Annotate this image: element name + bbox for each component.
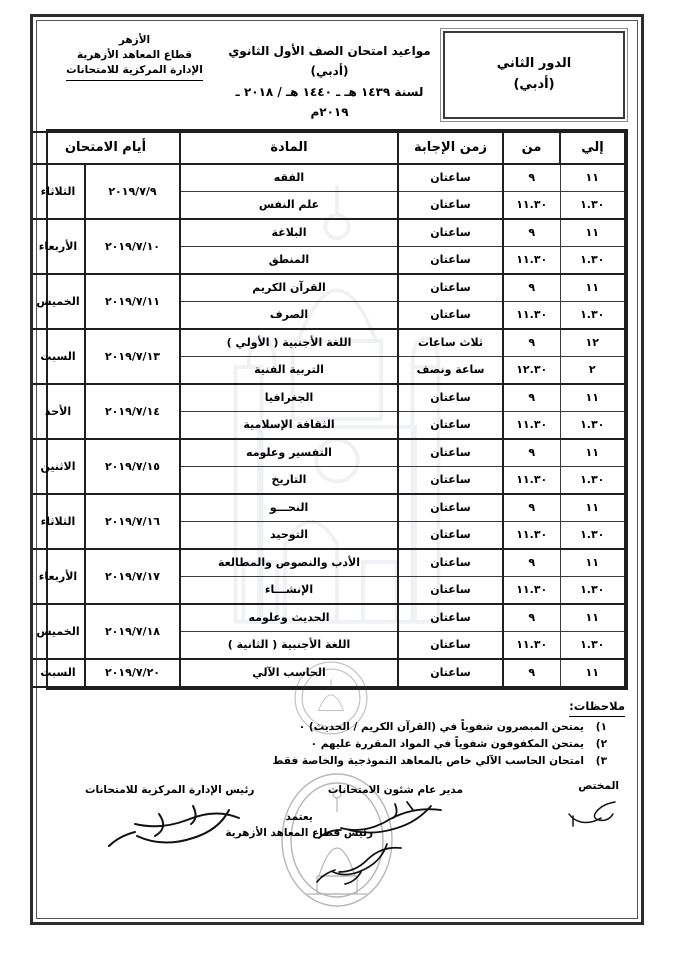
cell-to: ١.٣٠ (560, 301, 625, 329)
note-item (49, 736, 625, 753)
notes-list (49, 719, 625, 771)
cell-from: ٩ (503, 164, 560, 192)
cell-to: ١.٣٠ (560, 246, 625, 274)
document-title-line2: لسنة ١٤٣٩ هـ ـ ١٤٤٠ هـ / ٢٠١٨ ـ ٢٠١٩م (235, 84, 424, 120)
cell-duration: ساعتان (398, 576, 503, 604)
cell-from: ٩ (503, 384, 560, 412)
cell-day: السبت (31, 329, 85, 384)
note-number: ١) (595, 720, 607, 733)
cell-duration: ساعتان (398, 549, 503, 577)
cell-to: ١٢ (560, 329, 625, 357)
cell-duration: ساعتان (398, 521, 503, 549)
cell-from: ٩ (503, 329, 560, 357)
cell-duration: ساعتان (398, 411, 503, 439)
cell-duration: ساعتان (398, 494, 503, 522)
cell-to: ١.٣٠ (560, 411, 625, 439)
cell-subject: الإنشـــاء (180, 576, 398, 604)
organization-line2: قطاع المعاهد الأزهرية (77, 49, 192, 62)
note-item (49, 753, 625, 770)
cell-day: السبت (31, 659, 85, 687)
cell-duration: ساعتان (398, 384, 503, 412)
cell-subject: التربية الفنية (180, 356, 398, 384)
document-title (222, 29, 437, 123)
exam-schedule-table-wrapper (36, 129, 628, 690)
cell-day: الأحد (31, 384, 85, 439)
cell-subject: المنطق (180, 246, 398, 274)
cell-date: ٢٠١٩/٧/١٧ (85, 549, 180, 604)
document-title-line1: مواعيد امتحان الصف الأول الثانوي (أدبي) (228, 44, 431, 79)
cell-subject: الفقه (180, 164, 398, 192)
cell-subject: البلاغة (180, 219, 398, 247)
cell-date: ٢٠١٩/٧/١٤ (85, 384, 180, 439)
cell-subject: التفسير وعلومه (180, 439, 398, 467)
table-header (31, 132, 625, 164)
header-to: إلي (560, 132, 625, 164)
cell-day: الخميس (31, 274, 85, 329)
cell-subject: الحاسب الآلي (180, 659, 398, 687)
round-title-line1: الدور الثاني (496, 55, 572, 71)
table-row (31, 274, 625, 302)
cell-subject: علم النفس (180, 191, 398, 219)
approval-authority: رئيس قطاع المعاهد الأزهرية (225, 827, 373, 840)
cell-to: ١١ (560, 494, 625, 522)
cell-to: ١.٣٠ (560, 466, 625, 494)
cell-to: ٢ (560, 356, 625, 384)
cell-to: ١.٣٠ (560, 521, 625, 549)
signature-area (51, 774, 623, 894)
table-row (31, 164, 625, 192)
cell-to: ١.٣٠ (560, 191, 625, 219)
note-text: امتحان الحاسب الآلي خاص بالمعاهد النموذجية والخاصة فقط (272, 755, 584, 768)
cell-to: ١١ (560, 384, 625, 412)
cell-from: ٩ (503, 604, 560, 632)
cell-to: ١١ (560, 164, 625, 192)
header-from: من (503, 132, 560, 164)
round-title-line2: (أدبي) (513, 76, 555, 92)
signature-specialist-label: المختص (578, 780, 619, 793)
cell-duration: ساعتان (398, 439, 503, 467)
document-header (37, 21, 637, 127)
page-inner-border (36, 20, 638, 919)
note-item (49, 719, 625, 736)
organization-line3: الإدارة المركزية للامتحانات (66, 63, 203, 80)
note-text: يمتحن المكفوفون شفوياً في المواد المقررة عليهم ٠ (310, 737, 584, 750)
cell-duration: ساعتان (398, 604, 503, 632)
notes-title: ملاحظات: (569, 697, 625, 717)
cell-from: ١١.٣٠ (503, 521, 560, 549)
cell-from: ٩ (503, 219, 560, 247)
cell-from: ٩ (503, 549, 560, 577)
cell-date: ٢٠١٩/٧/٢٠ (85, 659, 180, 687)
cell-from: ٩ (503, 439, 560, 467)
table-row (31, 494, 625, 522)
table-row (31, 549, 625, 577)
cell-subject: الحديث وعلومه (180, 604, 398, 632)
cell-to: ١١ (560, 439, 625, 467)
cell-from: ٩ (503, 659, 560, 687)
header-duration: زمن الإجابة (398, 132, 503, 164)
cell-date: ٢٠١٩/٧/١٠ (85, 219, 180, 274)
cell-duration: ساعتان (398, 164, 503, 192)
cell-duration: ساعتان (398, 659, 503, 687)
signature-central-admin-head-ink (89, 800, 245, 860)
organization-block (47, 29, 222, 123)
table-row (31, 604, 625, 632)
cell-day: الثلاثاء (31, 494, 85, 549)
note-text: يمتحن المبصرون شفوياً في (القرآن الكريم / الحديث) ٠ (298, 720, 584, 733)
header-exam-days: أيام الامتحان (31, 132, 180, 164)
cell-from: ١١.٣٠ (503, 191, 560, 219)
cell-subject: الصرف (180, 301, 398, 329)
cell-to: ١١ (560, 659, 625, 687)
note-number: ٣) (595, 755, 607, 768)
table-row (31, 384, 625, 412)
cell-duration: ساعتان (398, 191, 503, 219)
cell-duration: ساعتان (398, 301, 503, 329)
cell-date: ٢٠١٩/٧/٩ (85, 164, 180, 219)
notes-section (49, 697, 625, 771)
cell-subject: اللغة الأجنبية ( الأولي ) (180, 329, 398, 357)
cell-to: ١١ (560, 604, 625, 632)
signature-exam-affairs-manager-label: مدير عام شئون الامتحانات (327, 784, 463, 797)
cell-from: ٩ (503, 494, 560, 522)
cell-subject: اللغة الأجنبية ( الثانية ) (180, 631, 398, 659)
signature-specialist-ink (565, 796, 621, 834)
approval-block (225, 810, 373, 842)
cell-subject: القرآن الكريم (180, 274, 398, 302)
cell-subject: الثقافة الإسلامية (180, 411, 398, 439)
table-row (31, 329, 625, 357)
exam-schedule-table (30, 131, 626, 688)
table-body (31, 164, 625, 687)
cell-duration: ثلاث ساعات (398, 329, 503, 357)
cell-day: الأربعاء (31, 549, 85, 604)
table-row (31, 219, 625, 247)
cell-to: ١١ (560, 549, 625, 577)
cell-day: الاثنين (31, 439, 85, 494)
header-subject: المادة (180, 132, 398, 164)
cell-from: ١١.٣٠ (503, 576, 560, 604)
cell-subject: التاريخ (180, 466, 398, 494)
approval-signature-ink (301, 840, 411, 894)
cell-to: ١.٣٠ (560, 576, 625, 604)
cell-date: ٢٠١٩/٧/١٨ (85, 604, 180, 659)
cell-duration: ساعتان (398, 246, 503, 274)
cell-from: ١١.٣٠ (503, 411, 560, 439)
cell-date: ٢٠١٩/٧/١٦ (85, 494, 180, 549)
cell-from: ٩ (503, 274, 560, 302)
cell-to: ١١ (560, 274, 625, 302)
cell-day: الخميس (31, 604, 85, 659)
cell-to: ١.٣٠ (560, 631, 625, 659)
cell-duration: ساعتان (398, 219, 503, 247)
document-page (30, 14, 644, 925)
cell-date: ٢٠١٩/٧/١٣ (85, 329, 180, 384)
round-title-box (443, 31, 625, 119)
cell-subject: النحـــو (180, 494, 398, 522)
cell-date: ٢٠١٩/٧/١٥ (85, 439, 180, 494)
cell-to: ١١ (560, 219, 625, 247)
cell-day: الثلاثاء (31, 164, 85, 219)
cell-subject: الجغرافيا (180, 384, 398, 412)
table-row (31, 439, 625, 467)
approval-label: يعتمد (285, 811, 313, 824)
cell-subject: الأدب والنصوص والمطالعة (180, 549, 398, 577)
cell-from: ١٢.٣٠ (503, 356, 560, 384)
cell-duration: ساعتان (398, 631, 503, 659)
cell-date: ٢٠١٩/٧/١١ (85, 274, 180, 329)
organization-line1: الأزهر (118, 34, 151, 46)
cell-duration: ساعتان (398, 466, 503, 494)
cell-from: ١١.٣٠ (503, 631, 560, 659)
note-number: ٢) (595, 737, 607, 750)
table-row (31, 659, 625, 687)
cell-from: ١١.٣٠ (503, 246, 560, 274)
cell-subject: التوحيد (180, 521, 398, 549)
cell-from: ١١.٣٠ (503, 466, 560, 494)
cell-duration: ساعتان (398, 274, 503, 302)
cell-day: الأربعاء (31, 219, 85, 274)
table-header-row (31, 132, 625, 164)
cell-duration: ساعة ونصف (398, 356, 503, 384)
cell-from: ١١.٣٠ (503, 301, 560, 329)
signature-central-admin-head-label: رئيس الإدارة المركزية للامتحانات (85, 784, 255, 797)
